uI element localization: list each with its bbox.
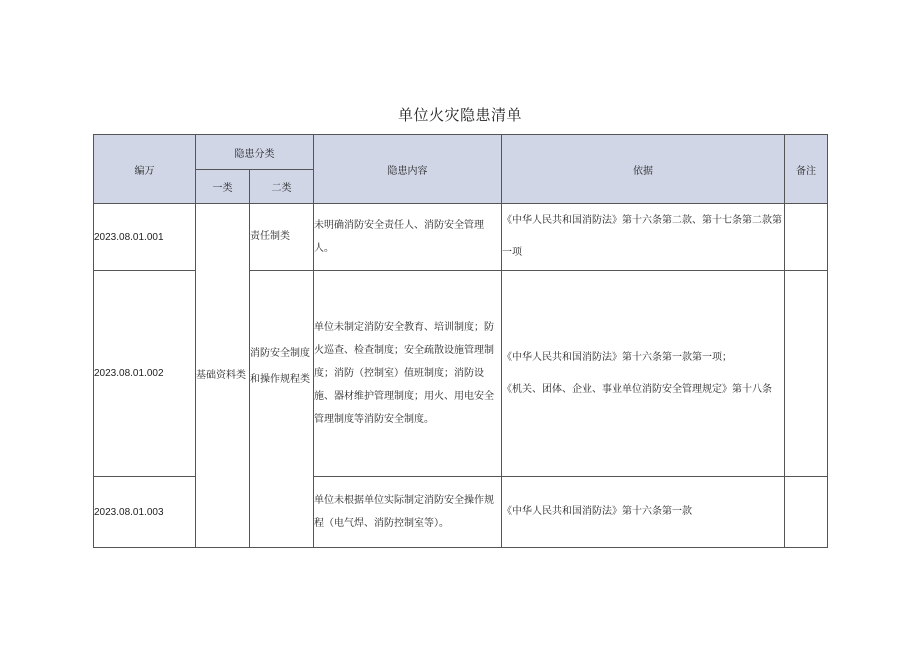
row-level2: 责任制类	[250, 204, 314, 271]
row-basis	[502, 271, 785, 477]
row-note	[785, 204, 828, 271]
level1-cell: 基础资料类	[196, 204, 250, 548]
row-note	[785, 271, 828, 477]
basis-line: 《中华人民共和国消防法》第十六条第二款、第十七条第二款第一项	[502, 215, 782, 258]
header-code: 编万	[94, 135, 196, 204]
header-note: 备注	[785, 135, 828, 204]
table-row	[94, 204, 828, 271]
basis-line: 《中华人民共和国消防法》第十六条第一款第一项；	[502, 351, 732, 363]
header-category: 隐患分类	[196, 135, 314, 170]
row-level2: 消防安全制度和操作规程类	[250, 271, 314, 548]
header-level1: 一类	[196, 170, 250, 204]
row-content: 未明确消防安全责任人、消防安全管理人。	[314, 204, 502, 271]
basis-line: 《机关、团体、企业、事业单位消防安全管理规定》第十八条	[502, 383, 772, 395]
row-content: 单位未根据单位实际制定消防安全操作规程（电气焊、消防控制室等）。	[314, 477, 502, 548]
header-basis: 依据	[502, 135, 785, 204]
row-content: 单位未制定消防安全教育、培训制度；防火巡查、检查制度；安全疏散设施管理制度；消防（控制室）值班制度；消防设施、器材维护管理制度；用火、用电安全管理制度等消防安全制度。	[314, 271, 502, 477]
row-code: 2023.08.01.001	[94, 204, 196, 271]
basis-line: 《中华人民共和国消防法》第十六条第一款	[502, 506, 692, 517]
row-note	[785, 477, 828, 548]
header-level2: 二类	[250, 170, 314, 204]
header-content: 隐患内容	[314, 135, 502, 204]
row-code: 2023.08.01.002	[94, 271, 196, 477]
hazard-table	[93, 134, 828, 548]
page-title: 单位火灾隐患清单	[397, 106, 522, 124]
row-basis	[502, 477, 785, 548]
row-code: 2023.08.01.003	[94, 477, 196, 548]
row-basis	[502, 204, 785, 271]
